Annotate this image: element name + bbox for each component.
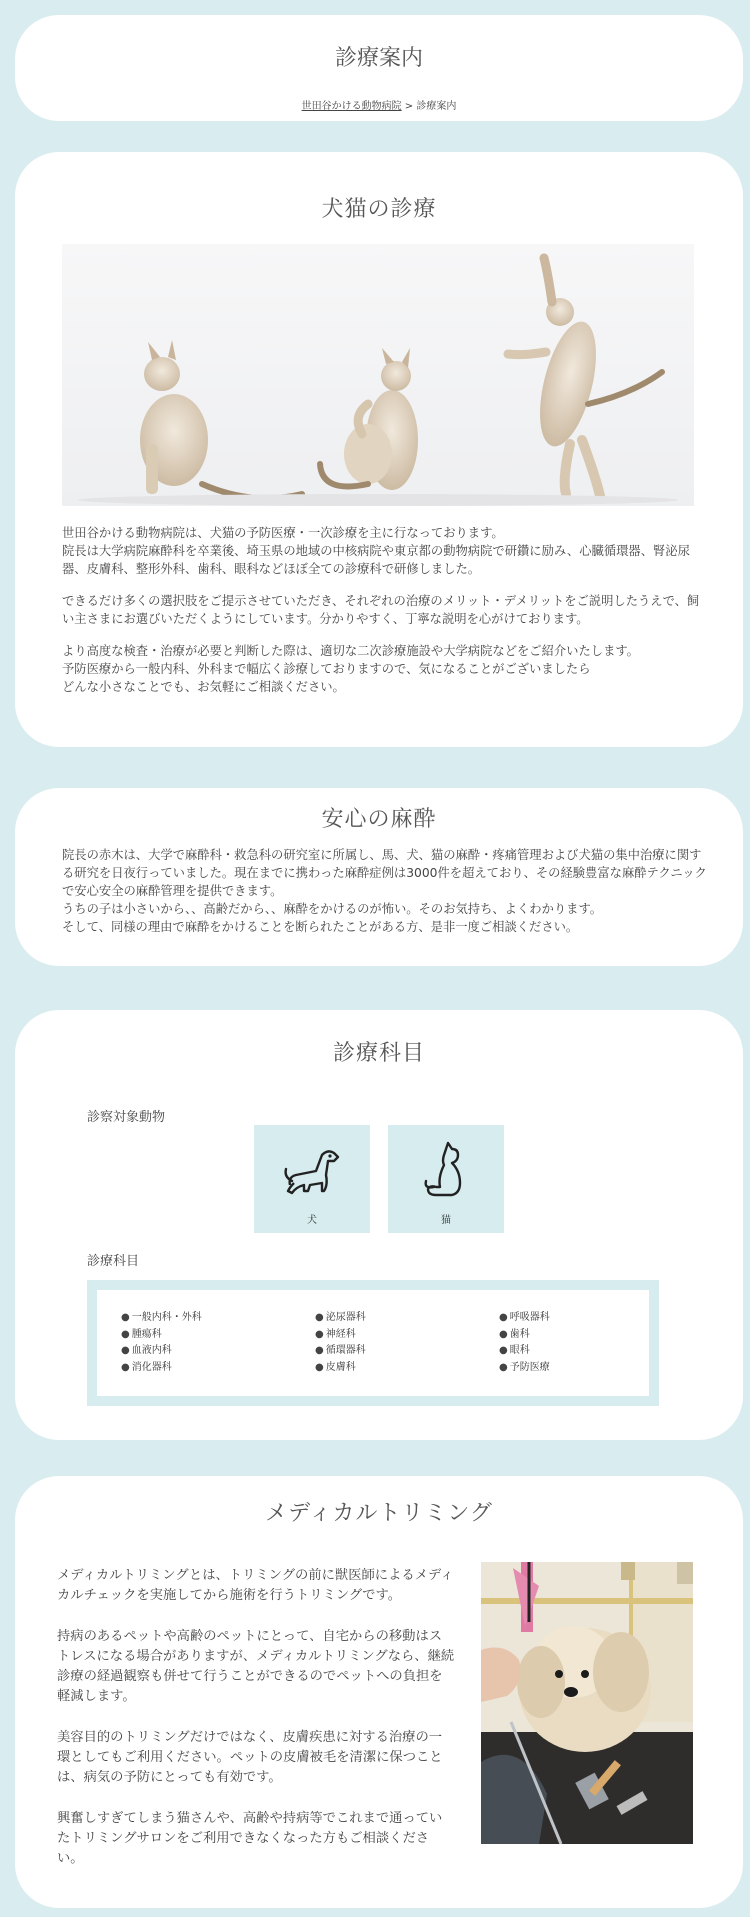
- dog-icon: [282, 1141, 342, 1201]
- department-item: ● 循環器科: [315, 1343, 366, 1360]
- trimming-paragraph-4: 興奮しすぎてしまう猫さんや、高齢や持病等でこれまで通っていたトリミングサロンをご利用できなくなった方もご相談ください。: [57, 1810, 443, 1867]
- department-item: ● 予防医療: [499, 1360, 550, 1377]
- animal-name-cat: 猫: [441, 1215, 451, 1226]
- department-item: ● 眼科: [499, 1343, 550, 1360]
- anesthesia-section: [15, 788, 743, 966]
- animals-label: 診察対象動物: [87, 1110, 166, 1125]
- trimming-paragraph-1: メディカルトリミングとは、トリミングの前に獣医師によるメディカルチェックを実施してから施術を行うトリミングです。: [57, 1568, 454, 1604]
- dog-cat-section: [15, 152, 743, 747]
- dog-cat-paragraph-2: できるだけ多くの選択肢をご提示させていただき、それぞれの治療のメリット・デメリットをご説明したうえで、飼い主さまにお選びいただくようにしています。分かりやすく、丁寧な説明を心がけております。: [62, 594, 700, 626]
- cats-photo: [62, 244, 694, 506]
- dog-grooming-photo: [481, 1562, 693, 1844]
- department-item: ● 一般内科・外科: [121, 1310, 202, 1327]
- animal-name-dog: 犬: [307, 1215, 317, 1226]
- medical-trimming-section: [15, 1476, 743, 1908]
- department-item: ● 泌尿器科: [315, 1310, 366, 1327]
- departments-list-label: 診療科目: [87, 1254, 140, 1269]
- page-title: 診療案内: [334, 46, 423, 71]
- department-item: ● 歯科: [499, 1327, 550, 1344]
- trimming-paragraph-3: 美容目的のトリミングだけではなく、皮膚疾患に対する治療の一環としてもご利用ください。ペットの皮膚被毛を清潔に保つことは、病気の予防にとっても有効です。: [57, 1729, 443, 1786]
- departments-column-1: [121, 1310, 202, 1376]
- page-header: [15, 15, 743, 121]
- anesthesia-title: 安心の麻酔: [321, 807, 437, 832]
- trimming-title: メディカルトリミング: [265, 1501, 493, 1526]
- trimming-paragraph-2: 持病のあるペットや高齢のペットにとって、自宅からの移動はストレスになる場合がありますが、メディカルトリミングなら、継続診療の経過観察も併せて行うことができるのでペットへの負担を軽減します。: [57, 1628, 455, 1705]
- department-item: ● 血液内科: [121, 1343, 202, 1360]
- departments-title: 診療科目: [332, 1041, 425, 1066]
- breadcrumb-current: 診療案内: [416, 101, 457, 112]
- dog-cat-paragraph-3: より高度な検査・治療が必要と判断した際は、適切な二次診療施設や大学病院などをご紹介いたします。 予防医療から一般内科、外科まで幅広く診療しておりますので、気になることがございましたら どんな小さなことでも、お気軽にご相談ください。: [62, 644, 639, 694]
- department-item: ● 腫瘍科: [121, 1327, 202, 1344]
- breadcrumb-home-link[interactable]: 世田谷かける動物病院: [301, 101, 402, 112]
- animal-card-cat: [388, 1125, 504, 1233]
- departments-column-2: [315, 1310, 366, 1376]
- departments-section: [15, 1010, 743, 1440]
- department-item: ● 皮膚科: [315, 1360, 366, 1377]
- dog-cat-text: [62, 524, 702, 696]
- departments-list: [87, 1280, 659, 1406]
- department-item: ● 呼吸器科: [499, 1310, 550, 1327]
- cat-icon: [416, 1141, 476, 1201]
- animal-card-dog: [254, 1125, 370, 1233]
- department-item: ● 消化器科: [121, 1360, 202, 1377]
- departments-column-3: [499, 1310, 550, 1376]
- dog-cat-title: 犬猫の診療: [321, 197, 437, 222]
- anesthesia-text: 院長の赤木は、大学で麻酔科・救急科の研究室に所属し、馬、犬、猫の麻酔・疼痛管理および犬猫の集中治療に関する研究を日夜行っていました。現在までに携わった麻酔症例は3000件を超えており、その経験豊富な麻酔テクニックで安心安全の麻酔管理を提供できます。 うちの子は小さいから、、高齢だから、、麻酔をかけるのが怖い。そのお気持ち、よくわかります。 そして、同様の理由で麻酔をかけることを断られたことがある方、是非一度ご相談ください。: [62, 848, 707, 934]
- trimming-text: [57, 1566, 455, 1870]
- breadcrumb-separator: >: [404, 101, 414, 112]
- breadcrumb: [15, 97, 743, 112]
- dog-cat-paragraph-1: 世田谷かける動物病院は、犬猫の予防医療・一次診療を主に行なっております。 院長は大学病院麻酔科を卒業後、埼玉県の地域の中核病院や東京都の動物病院で研鑽に励み、心臓循環器、腎泌尿器、皮膚科、整形外科、歯科、眼科などほぼ全ての診療科で研修しました。: [62, 526, 690, 576]
- department-item: ● 神経科: [315, 1327, 366, 1344]
